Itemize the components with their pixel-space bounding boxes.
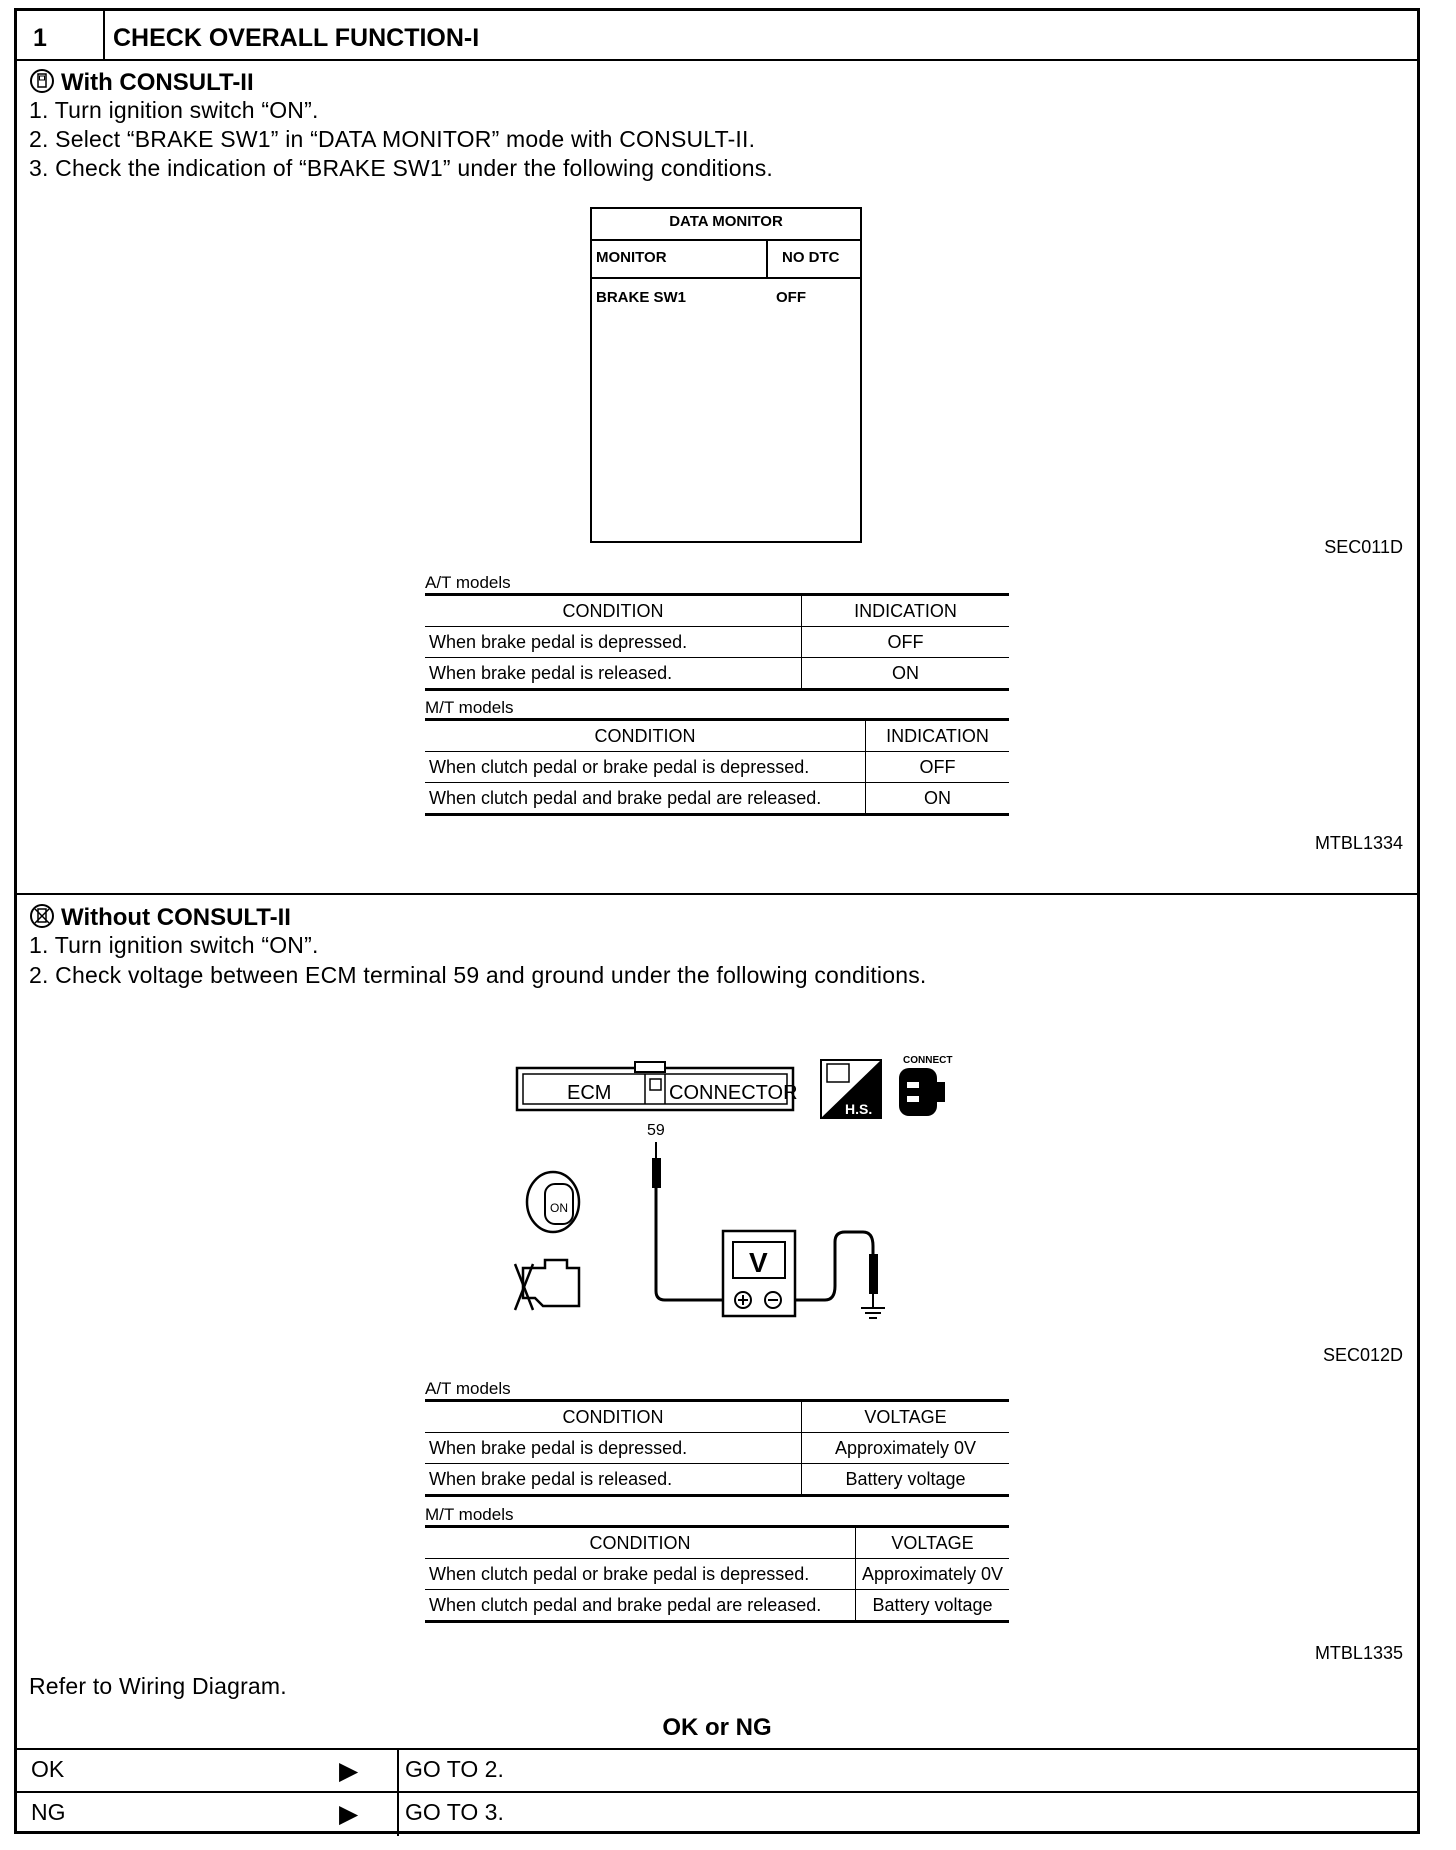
at-ind-header-condition: CONDITION xyxy=(425,595,802,627)
at-voltage-table-block xyxy=(425,1379,1009,1497)
data-monitor-title: DATA MONITOR xyxy=(669,213,783,230)
procedure-frame xyxy=(14,8,1420,1834)
at-volt-cell-value: Approximately 0V xyxy=(802,1433,1010,1464)
table-code-1: MTBL1334 xyxy=(1314,833,1403,853)
terminal-label: 59 xyxy=(647,1122,665,1139)
connect-label: CONNECT xyxy=(903,1055,953,1066)
mt-volt-cell-value: Approximately 0V xyxy=(856,1559,1010,1590)
result-action: GO TO 3. xyxy=(405,1799,504,1825)
mt-volt-header-condition: CONDITION xyxy=(425,1527,856,1559)
data-monitor-col-status: NO DTC xyxy=(782,249,840,266)
ok-or-ng-title: OK or NG xyxy=(662,1714,772,1741)
at-voltage-caption: A/T models xyxy=(425,1379,511,1398)
no-consult-step-1: 1. Turn ignition switch “ON”. xyxy=(29,932,319,958)
consult-step-3: 3. Check the indication of “BRAKE SW1” under the following conditions. xyxy=(29,155,773,181)
consult-icon xyxy=(30,69,54,93)
at-volt-cell-value: Battery voltage xyxy=(802,1464,1010,1496)
mt-indication-table xyxy=(425,718,1009,816)
at-volt-cell-condition: When brake pedal is depressed. xyxy=(425,1433,802,1464)
result-divider xyxy=(397,1750,399,1793)
mt-ind-cell-value: OFF xyxy=(866,752,1010,783)
result-action: GO TO 2. xyxy=(405,1756,504,1782)
at-ind-cell-condition: When brake pedal is released. xyxy=(425,658,802,690)
with-consult-heading: With CONSULT-II xyxy=(61,69,254,96)
result-row-ng xyxy=(17,1791,1417,1836)
data-monitor-screen xyxy=(590,207,862,543)
consult-step-1: 1. Turn ignition switch “ON”. xyxy=(29,97,319,123)
at-indication-table-block xyxy=(425,573,1009,691)
mt-volt-cell-condition: When clutch pedal or brake pedal is depressed. xyxy=(425,1559,856,1590)
mt-indication-table-block xyxy=(425,698,1009,816)
data-monitor-col-divider xyxy=(766,239,768,277)
at-indication-caption: A/T models xyxy=(425,573,511,592)
voltmeter-label: V xyxy=(749,1247,768,1278)
data-monitor-col-monitor: MONITOR xyxy=(596,249,667,266)
figure-code-2: SEC012D xyxy=(1322,1345,1403,1365)
result-arrow-icon: ▶ xyxy=(339,1800,359,1828)
consult-step-2: 2. Select “BRAKE SW1” in “DATA MONITOR” mode with CONSULT-II. xyxy=(29,126,756,152)
result-arrow-icon: ▶ xyxy=(339,1757,359,1785)
at-ind-header-indication: INDICATION xyxy=(802,595,1010,627)
mt-volt-cell-condition: When clutch pedal and brake pedal are released. xyxy=(425,1590,856,1622)
at-volt-header-condition: CONDITION xyxy=(425,1401,802,1433)
section-divider xyxy=(17,893,1417,895)
hs-label: H.S. xyxy=(845,1101,873,1117)
voltage-check-diagram xyxy=(495,1046,975,1331)
at-voltage-table xyxy=(425,1399,1009,1497)
data-monitor-rule-2 xyxy=(592,277,860,279)
no-consult-icon xyxy=(30,904,54,928)
mt-voltage-table-block xyxy=(425,1505,1009,1623)
step-number: 1 xyxy=(33,24,47,52)
mt-ind-cell-value: ON xyxy=(866,783,1010,815)
table-code-2: MTBL1335 xyxy=(1314,1643,1403,1663)
at-ind-cell-condition: When brake pedal is depressed. xyxy=(425,627,802,658)
mt-volt-header-voltage: VOLTAGE xyxy=(856,1527,1010,1559)
data-monitor-rule-1 xyxy=(592,239,860,241)
mt-volt-cell-value: Battery voltage xyxy=(856,1590,1010,1622)
result-label: OK xyxy=(31,1756,65,1782)
mt-ind-cell-condition: When clutch pedal or brake pedal is depressed. xyxy=(425,752,866,783)
data-monitor-item-name: BRAKE SW1 xyxy=(596,289,687,306)
mt-voltage-table xyxy=(425,1525,1009,1623)
at-volt-cell-condition: When brake pedal is released. xyxy=(425,1464,802,1496)
data-monitor-item-value: OFF xyxy=(776,289,806,306)
connect-icon xyxy=(899,1068,945,1116)
header-rule xyxy=(17,59,1417,61)
mt-ind-cell-condition: When clutch pedal and brake pedal are released. xyxy=(425,783,866,815)
result-row-ok xyxy=(17,1748,1417,1793)
ecm-label: ECM xyxy=(567,1082,612,1104)
refer-wiring-diagram: Refer to Wiring Diagram. xyxy=(29,1673,287,1699)
mt-indication-caption: M/T models xyxy=(425,698,514,717)
result-label: NG xyxy=(31,1799,66,1825)
mt-ind-header-indication: INDICATION xyxy=(866,720,1010,752)
connector-label: CONNECTOR xyxy=(669,1082,798,1104)
at-volt-header-voltage: VOLTAGE xyxy=(802,1401,1010,1433)
result-divider xyxy=(397,1793,399,1836)
at-ind-cell-value: ON xyxy=(802,658,1010,690)
at-ind-cell-value: OFF xyxy=(802,627,1010,658)
header-divider xyxy=(103,11,105,59)
engine-off-icon xyxy=(515,1260,579,1310)
figure-code-1: SEC011D xyxy=(1324,537,1403,557)
step-title: CHECK OVERALL FUNCTION-I xyxy=(113,24,480,52)
ignition-on-label: ON xyxy=(550,1201,568,1215)
no-consult-step-2: 2. Check voltage between ECM terminal 59 and ground under the following conditions. xyxy=(29,962,927,988)
mt-voltage-caption: M/T models xyxy=(425,1505,514,1524)
at-indication-table xyxy=(425,593,1009,691)
mt-ind-header-condition: CONDITION xyxy=(425,720,866,752)
without-consult-heading: Without CONSULT-II xyxy=(61,904,291,931)
